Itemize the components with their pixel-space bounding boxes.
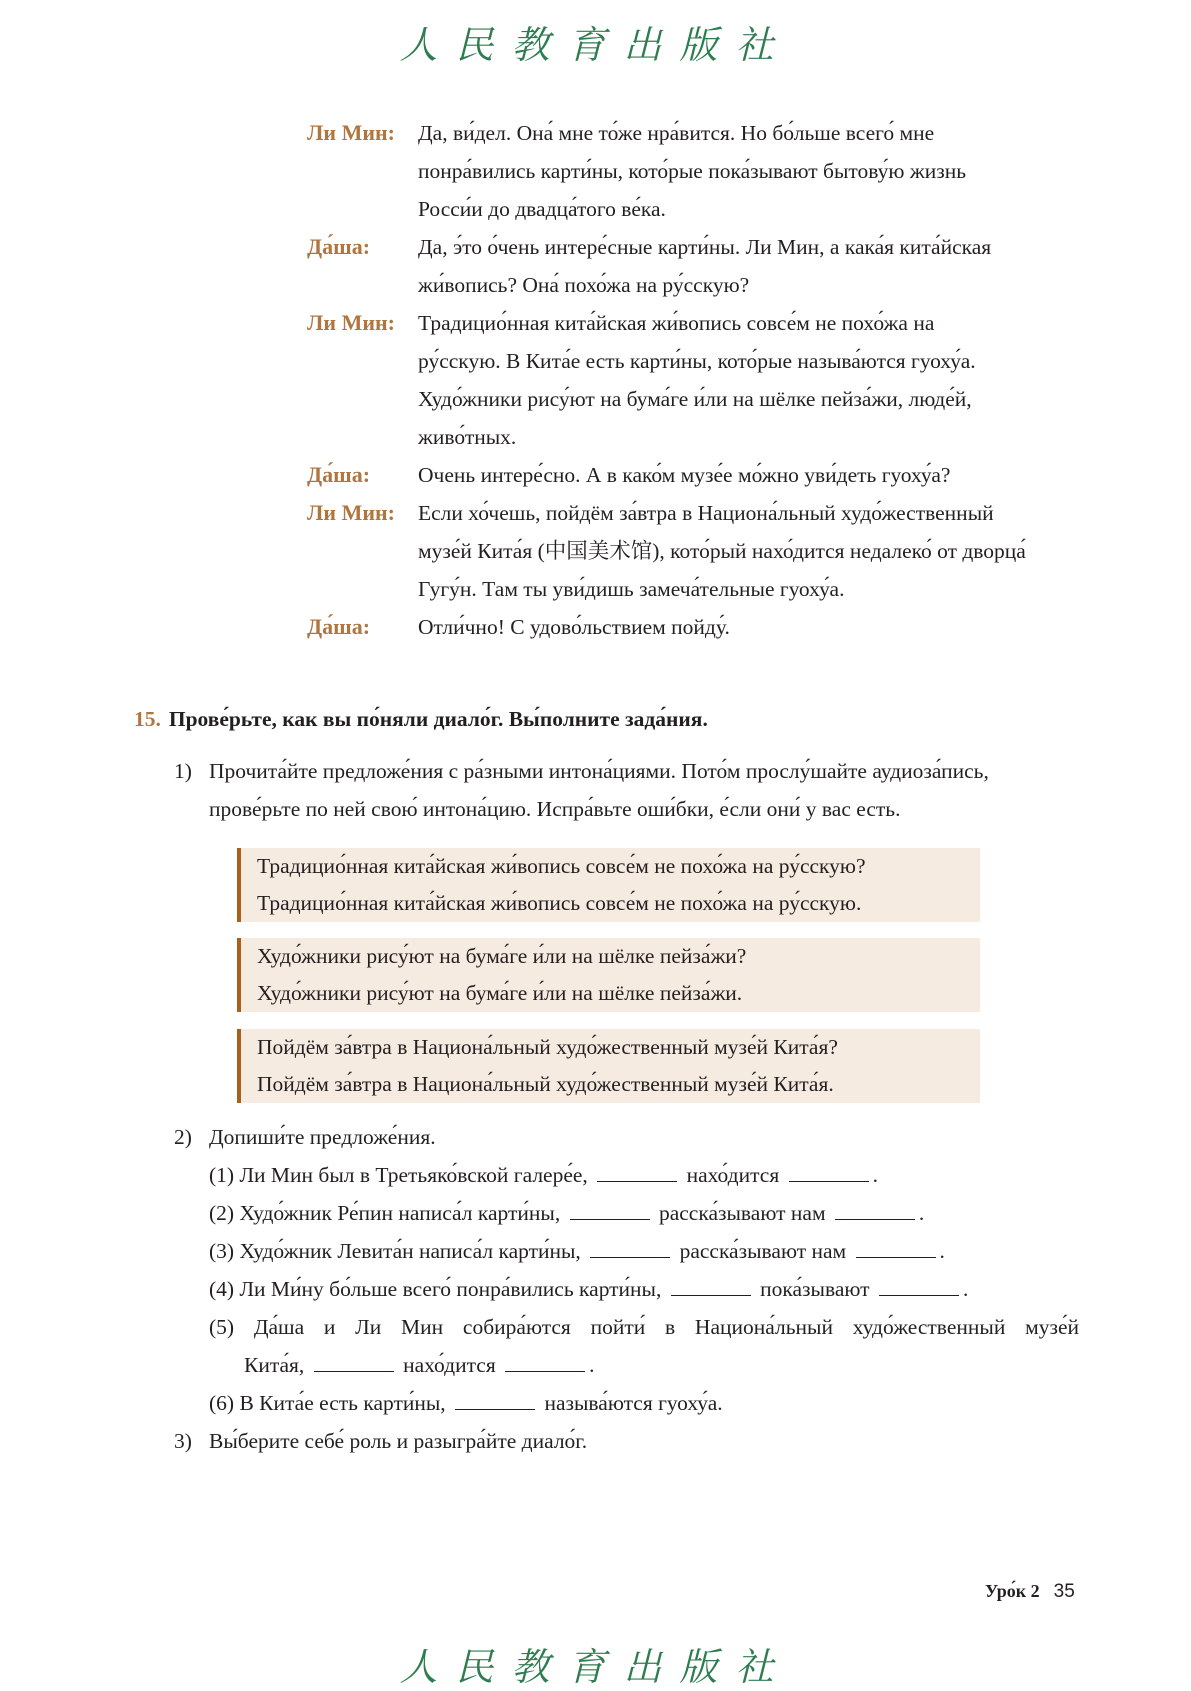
answer-blank[interactable] [856,1239,936,1258]
answer-blank[interactable] [505,1353,585,1372]
answer-blank[interactable] [590,1239,670,1258]
utterance-line: Да, э́то о́чень интере́сные карти́ны. Ли Мин, а кака́я кита́йская [418,235,992,259]
page-number: 35 [1053,1581,1075,1602]
item-text: (1) Ли Мин был в Третьяко́вской галере́е, [209,1163,588,1187]
item-punct: . [872,1163,878,1187]
task-3 [174,1422,994,1460]
item-text: (4) Ли Ми́ну бо́льше всего́ понра́вились карти́ны, [209,1277,662,1301]
answer-blank[interactable] [789,1163,869,1182]
item-text: (6) В Кита́е есть карти́ны, [209,1391,446,1415]
fill-in-item-1 [209,1156,878,1194]
dialog-line-6 [307,608,1077,646]
utterance-line: Худо́жники рису́ют на бума́ге и́ли на шёлке пейза́жи, люде́й, [418,387,972,411]
answer-blank[interactable] [455,1391,535,1410]
publisher-logo-top: 人民教育出版社 [399,23,792,67]
utterance-line: живо́тных. [418,425,517,449]
speaker-label: Ли Мин: [307,120,396,145]
exercise-title: Прове́рьте, как вы по́няли диало́г. Вы́полните зада́ния. [168,707,708,731]
speaker-label: Да́ша: [307,234,371,259]
fill-in-item-2 [209,1194,924,1232]
answer-blank[interactable] [835,1201,915,1220]
utterance-line: Традицио́нная кита́йская жи́вопись совсе́м не похо́жа на [418,311,935,335]
speaker-label: Да́ша: [307,614,371,639]
utterance-line: музе́й Кита́я (中国美术馆), кото́рый нахо́дится недалеко́ от дворца́ [418,539,1026,563]
sentence-statement: Пойдём за́втра в Национа́льный худо́жественный музе́й Кита́я. [257,1072,834,1096]
publisher-logo-bottom: 人民教育出版社 [399,1645,792,1689]
sentence-statement: Худо́жники рису́ют на бума́ге и́ли на шёлке пейза́жи. [257,981,743,1005]
answer-blank[interactable] [671,1277,751,1296]
task-instruction: Прочита́йте предложе́ния с ра́зными интона́циями. Пото́м прослу́шайте аудиоза́пись, [209,759,989,783]
dialog-line-4 [307,456,1077,494]
dialog-line-2 [307,228,1077,304]
utterance-line: жи́вопись? Она́ похо́жа на ру́сскую? [418,273,750,297]
utterance-line: Отли́чно! С удово́льствием пойду́. [418,615,730,639]
intonation-box-3 [237,1029,980,1103]
task-number: 3) [174,1429,192,1453]
answer-blank[interactable] [314,1353,394,1372]
sentence-question: Худо́жники рису́ют на бума́ге и́ли на шёлке пейза́жи? [257,944,747,968]
lesson-label: Уро́к 2 [985,1581,1040,1601]
item-punct: . [962,1277,969,1301]
utterance-line: Очень интере́сно. А в како́м музе́е мо́жно уви́деть гуоху́а? [418,463,951,487]
exercise-heading [134,700,708,738]
task-number: 2) [174,1125,192,1149]
dialog-line-1 [307,114,1077,228]
item-text: нахо́дится [403,1353,496,1377]
utterance-line: ру́сскую. В Кита́е есть карти́ны, кото́рые называ́ются гуоху́а. [418,349,976,373]
page-footer [985,1576,1075,1607]
dialog-line-3 [307,304,1077,456]
item-text: (2) Худо́жник Ре́пин написа́л карти́ны, [209,1201,561,1225]
item-text: нахо́дится [686,1163,780,1187]
sentence-question: Пойдём за́втра в Национа́льный худо́жественный музе́й Кита́я? [257,1035,838,1059]
item-text: расска́зывают нам [658,1201,826,1225]
item-punct: . [939,1239,945,1263]
task-instruction: Допиши́те предложе́ния. [209,1125,436,1149]
utterance-line: Гугу́н. Там ты уви́дишь замеча́тельные гуоху́а. [418,577,845,601]
speaker-label: Ли Мин: [307,310,396,335]
exercise-number: 15. [134,707,161,731]
intonation-box-1 [237,848,980,922]
item-punct: . [589,1353,595,1377]
task-1 [174,752,994,828]
fill-in-item-5 [209,1308,1079,1346]
item-text: пока́зывают [760,1277,870,1301]
fill-in-item-6 [209,1384,723,1422]
utterance-line: Да, ви́дел. Она́ мне то́же нра́вится. Но бо́льше всего́ мне [418,121,935,145]
answer-blank[interactable] [570,1201,650,1220]
fill-in-item-5-cont [244,1346,594,1384]
item-text: (5) Да́ша и Ли Мин собира́ются пойти́ в Национа́льный худо́жественный музе́й [209,1315,1079,1339]
speaker-label: Да́ша: [307,462,371,487]
item-text: называ́ются гуоху́а. [544,1391,723,1415]
utterance-line: Если хо́чешь, пойдём за́втра в Национа́льный худо́жественный [418,501,994,525]
sentence-statement: Традицио́нная кита́йская жи́вопись совсе́м не похо́жа на ру́сскую. [257,891,862,915]
fill-in-item-4 [209,1270,968,1308]
utterance-line: Росси́и до двадца́того ве́ка. [418,197,666,221]
task-instruction: прове́рьте по ней свою́ интона́цию. Испра́вьте оши́бки, е́сли они́ у вас есть. [209,797,901,821]
answer-blank[interactable] [879,1277,959,1296]
item-text: Кита́я, [244,1353,305,1377]
speaker-label: Ли Мин: [307,500,396,525]
fill-in-item-3 [209,1232,945,1270]
item-text: (3) Худо́жник Левита́н написа́л карти́ны, [209,1239,581,1263]
dialog-line-5 [307,494,1077,608]
task-number: 1) [174,759,192,783]
intonation-box-2 [237,938,980,1012]
answer-blank[interactable] [597,1163,677,1182]
utterance-line: понра́вились карти́ны, кото́рые пока́зывают бытову́ю жизнь [418,159,967,183]
item-punct: . [918,1201,925,1225]
task-2 [174,1118,994,1156]
sentence-question: Традицио́нная кита́йская жи́вопись совсе́м не похо́жа на ру́сскую? [257,854,866,878]
task-instruction: Вы́берите себе́ роль и разыгра́йте диало́г. [209,1429,588,1453]
item-text: расска́зывают нам [679,1239,847,1263]
